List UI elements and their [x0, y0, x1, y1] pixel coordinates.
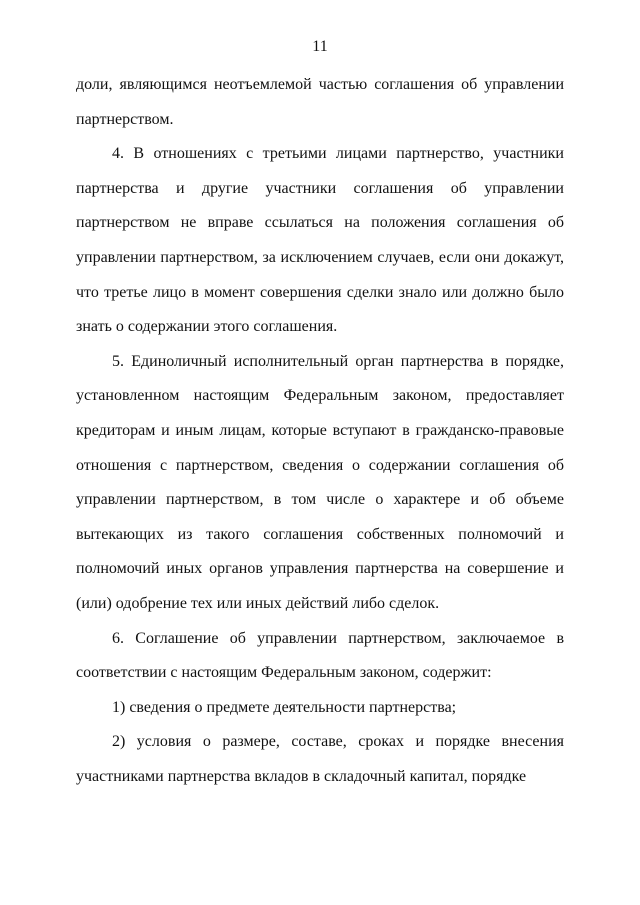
list-item-2: 2) условия о размере, составе, сроках и порядке внесения участниками партнерства вкладов в складочный капитал, порядке [76, 733, 564, 785]
list-item-1: 1) сведения о предмете деятельности партнерства; [112, 698, 457, 716]
paragraph-clause-4: 4. В отношениях с третьими лицами партнерство, участники партнерства и другие участники соглашения об управлении партнерством не вправе ссылаться на положения соглашения об управлении партнерством, за исключением случаев, если они докажут, что третье лицо в момент совершения сделки знало или должно было знать о содержании этого соглашения. [76, 145, 564, 336]
paragraph-clause-6: 6. Соглашение об управлении партнерством, заключаемое в соответствии с настоящим Федеральным законом, содержит: [76, 629, 564, 682]
paragraph-continuation: доли, являющимся неотъемлемой частью соглашения об управлении партнерством. [76, 76, 564, 128]
paragraph-clause-5: 5. Единоличный исполнительный орган партнерства в порядке, установленном настоящим Федеральным законом, предоставляет кредиторам и иным лицам, которые вступают в гражданско-правовые отношения с партнерством, сведения о содержании соглашения об управлении партнерством, в том числе о характере и об объеме вытекающих из такого соглашения собственных полномочий и полномочий иных органов управления партнерства на совершение и (или) одобрение тех или иных действий либо сделок. [76, 352, 564, 612]
document-body [76, 68, 564, 794]
page-number: 11 [312, 38, 328, 55]
